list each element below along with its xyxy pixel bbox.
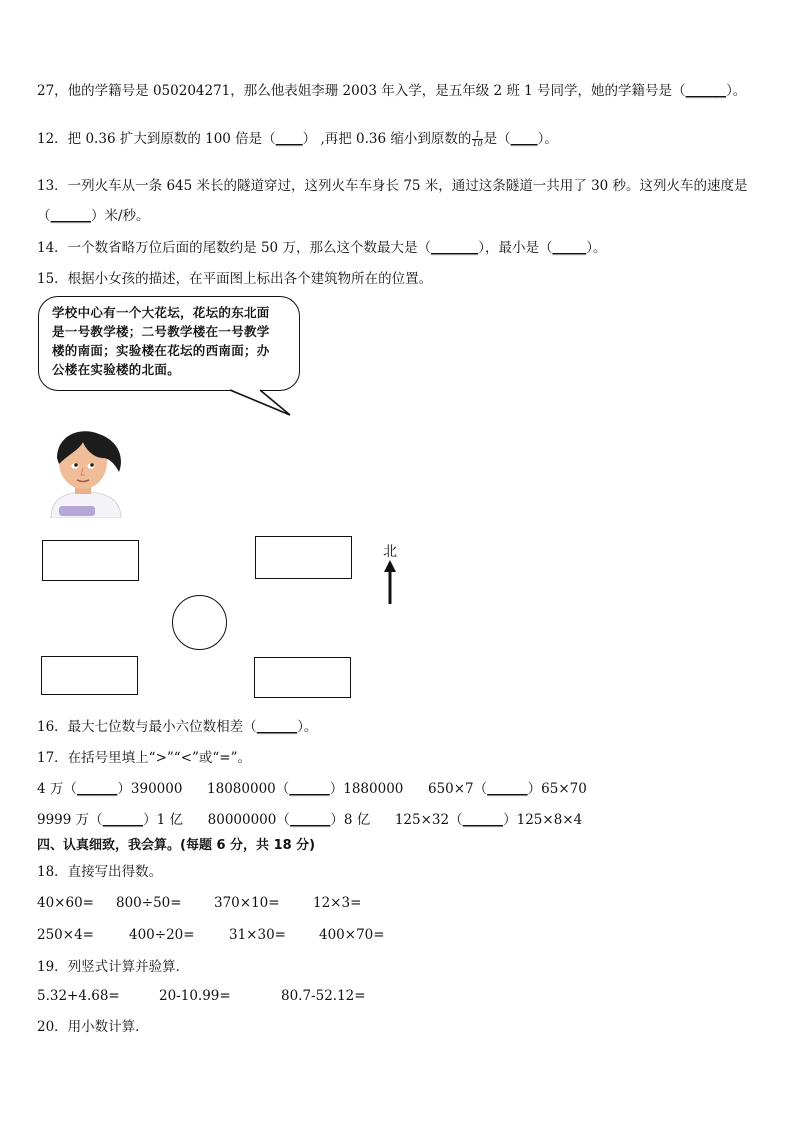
question-17-row1 <box>37 779 587 799</box>
question-20-title: 20．用小数计算． <box>37 1019 149 1035</box>
compare-right: ）125×8×4 <box>503 812 583 828</box>
calc-item: 31×30= <box>229 927 286 943</box>
question-14-part2: ），最小是（ <box>478 240 553 256</box>
question-16-end: ）。 <box>297 719 318 735</box>
speech-bubble-tail <box>230 388 294 418</box>
question-14-end: ）。 <box>586 240 607 256</box>
question-14-part1: 14．一个数省略万位后面的尾数约是 50 万，那么这个数最大是（ <box>37 240 431 256</box>
answer-blank[interactable]: ______ <box>462 812 504 828</box>
question-12-part1: 12．把 0.36 扩大到原数的 100 倍是（ <box>37 131 276 147</box>
compare-right: ）390000 <box>117 781 183 797</box>
question-12-part2: ） ,再把 0.36 缩小到原数的 <box>302 131 472 147</box>
compare-left: 9999 万（ <box>37 812 103 828</box>
calc-item: 370×10= <box>214 895 280 911</box>
answer-blank[interactable]: ______ <box>487 781 528 797</box>
section-4-title: 四、认真细致，我会算。(每题 6 分，共 18 分) <box>37 838 316 853</box>
bubble-line: 是一号教学楼；二号教学楼在一号教学 <box>52 324 270 339</box>
map-building-box-bottom-right[interactable] <box>254 657 351 698</box>
compare-left: 80000000（ <box>207 812 290 828</box>
calc-item: 40×60= <box>37 895 94 911</box>
question-18-title: 18．直接写出得数。 <box>37 864 163 880</box>
fraction-denominator: 10 <box>472 139 483 148</box>
question-12-part4: ）。 <box>537 131 558 147</box>
fraction-numerator: 1 <box>472 131 482 140</box>
question-13-line1: 13．一列火车从一条 645 米长的隧道穿过，这列火车车身长 75 米，通过这条隧道一共用了 30 秒。这列火车的速度是 <box>37 178 748 194</box>
answer-blank[interactable]: ______ <box>102 812 144 828</box>
map-building-box-top-left[interactable] <box>42 540 139 581</box>
question-14 <box>37 238 606 258</box>
paren-open: （ <box>37 208 51 224</box>
answer-blank[interactable]: _____ <box>552 240 587 256</box>
compare-right: ）1880000 <box>329 781 404 797</box>
compare-right: ）65×70 <box>527 781 587 797</box>
question-27-end: ）。 <box>726 83 747 99</box>
calc-item: 12×3= <box>313 895 362 911</box>
question-15: 15．根据小女孩的描述，在平面图上标出各个建筑物所在的位置。 <box>37 271 433 287</box>
answer-blank[interactable]: ______ <box>50 208 91 224</box>
answer-blank[interactable]: _______ <box>430 240 479 256</box>
speech-bubble-text <box>52 303 292 379</box>
answer-blank[interactable]: ______ <box>685 83 727 99</box>
answer-blank[interactable]: ____ <box>510 131 538 147</box>
calc-item: 400×70= <box>319 927 385 943</box>
question-27-text: 27，他的学籍号是 050204271，那么他表姐李珊 2003 年入学，是五年级 2 班 1 号同学，她的学籍号是（ <box>37 83 686 99</box>
compare-left: 18080000（ <box>207 781 290 797</box>
calc-item: 250×4= <box>37 927 94 943</box>
bubble-line: 公楼在实验楼的北面。 <box>52 362 181 377</box>
compare-left: 125×32（ <box>394 812 463 828</box>
question-17-row2 <box>37 810 582 830</box>
calc-item: 800÷50= <box>116 895 182 911</box>
question-12-part3: 是（ <box>483 131 511 147</box>
question-12 <box>37 129 558 149</box>
answer-blank[interactable]: ____ <box>275 131 303 147</box>
map-building-box-top-right[interactable] <box>255 536 352 579</box>
question-17-title: 17．在括号里填上“>”“<”或“=”。 <box>37 750 252 766</box>
north-label: 北 <box>383 544 397 560</box>
calc-item: 80.7-52.12= <box>281 988 366 1004</box>
answer-blank[interactable]: ______ <box>256 719 298 735</box>
calc-item: 400÷20= <box>129 927 195 943</box>
compare-right: ）1 亿 <box>143 812 184 828</box>
calc-item: 5.32+4.68= <box>37 988 120 1004</box>
north-arrow-icon <box>380 560 400 606</box>
fraction-one-tenth <box>472 131 482 148</box>
compare-left: 4 万（ <box>37 781 77 797</box>
compare-right: ）8 亿 <box>330 812 371 828</box>
answer-blank[interactable]: ______ <box>76 781 118 797</box>
question-27 <box>37 81 746 101</box>
bubble-line: 学校中心有一个大花坛，花坛的东北面 <box>52 305 270 320</box>
question-16 <box>37 717 317 737</box>
flower-bed-circle <box>172 595 227 650</box>
compare-left: 650×7（ <box>427 781 488 797</box>
map-building-box-bottom-left[interactable] <box>41 656 138 695</box>
question-16-text: 16．最大七位数与最小六位数相差（ <box>37 719 257 735</box>
question-13-end: ）米/秒。 <box>91 208 150 224</box>
bubble-line: 楼的南面；实验楼在花坛的西南面；办 <box>52 343 270 358</box>
answer-blank[interactable]: ______ <box>289 812 331 828</box>
child-photo-icon <box>45 428 127 518</box>
answer-blank[interactable]: ______ <box>289 781 330 797</box>
question-19-title: 19．列竖式计算并验算． <box>37 959 190 975</box>
question-13-line2 <box>37 206 150 226</box>
calc-item: 20-10.99= <box>159 988 231 1004</box>
